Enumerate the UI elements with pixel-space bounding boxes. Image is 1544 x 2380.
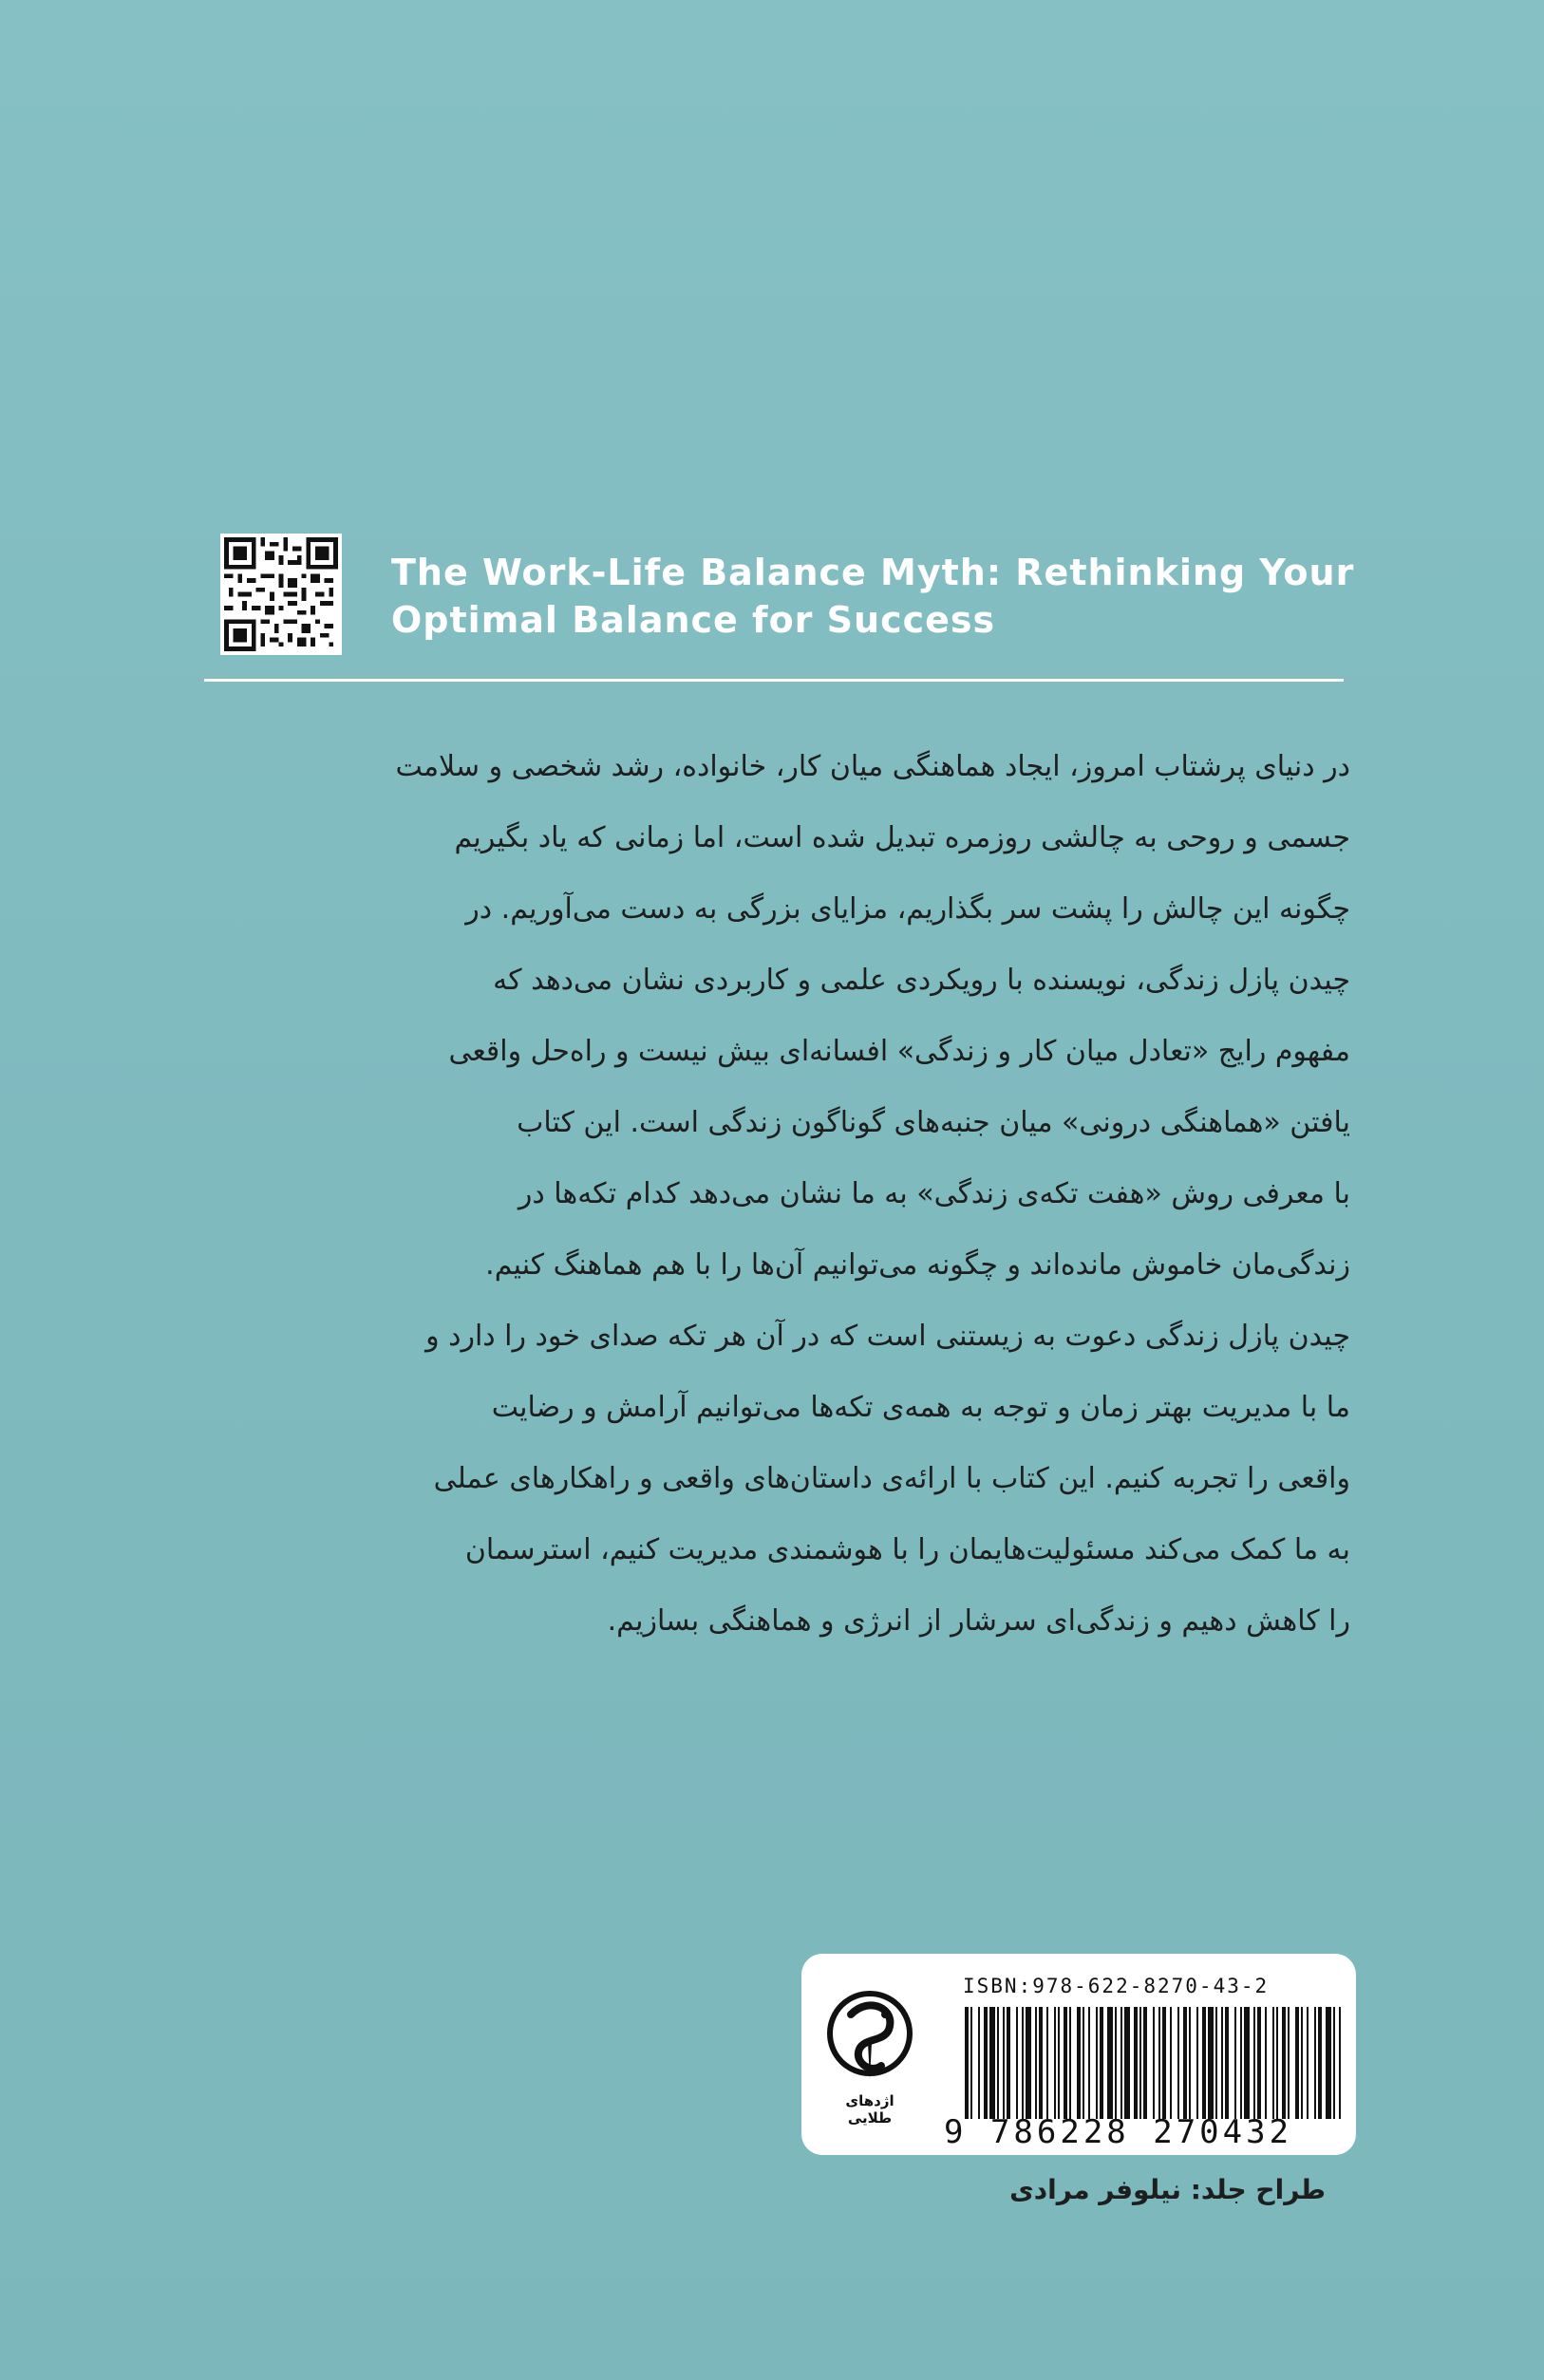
blurb-line: در دنیای پرشتاب امروز، ایجاد هماهنگی میان کار، خانواده، رشد شخصی و سلامت	[395, 750, 1350, 783]
isbn-label: ISBN:978-622-8270-43-2	[963, 1975, 1270, 1997]
blurb-line: زندگی‌مان خاموش مانده‌اند و چگونه می‌توانیم آن‌ها را با هم هماهنگ کنیم.	[485, 1248, 1350, 1282]
blurb-line: مفهوم رایج «تعادل میان کار و زندگی» افسانه‌ای بیش نیست و راه‌حل واقعی	[448, 1035, 1350, 1068]
barcode-digits: 9 786228 270432	[944, 2113, 1293, 2151]
publisher-name: اژدهای طلایی	[845, 2092, 894, 2127]
english-title	[391, 549, 1355, 644]
blurb-line: جسمی و روحی به چالشی روزمره تبدیل شده است، اما زمانی که یاد بگیریم	[454, 821, 1350, 854]
blurb-text	[201, 731, 1350, 1657]
qr-code	[220, 534, 342, 655]
dragon-pen-logo-icon	[822, 1986, 917, 2090]
blurb-line: ما با مدیریت بهتر زمان و توجه به همه‌ی تکه‌ها می‌توانیم آرامش و رضایت	[491, 1391, 1350, 1424]
blurb-line: با معرفی روش «هفت تکه‌ی زندگی» به ما نشان می‌دهد کدام تکه‌ها در	[518, 1177, 1350, 1210]
blurb-line: را کاهش دهیم و زندگی‌ای سرشار از انرژی و هماهنگی بسازیم.	[607, 1604, 1350, 1638]
barcode-card	[801, 1954, 1356, 2155]
blurb-line: واقعی را تجربه کنیم. این کتاب با ارائه‌ی داستان‌های واقعی و راهکارهای عملی	[433, 1462, 1350, 1495]
title-divider	[204, 679, 1344, 682]
cover-designer-credit: طراح جلد: نیلوفر مرادی	[1009, 2174, 1326, 2205]
blurb-line: به ما کمک می‌کند مسئولیت‌هایمان را با هوشمندی مدیریت کنیم، استرسمان	[464, 1533, 1350, 1566]
blurb-line: چیدن پازل زندگی دعوت به زیستنی است که در آن هر تکه صدای خود را دارد و	[425, 1320, 1350, 1353]
english-title-line-2: Optimal Balance for Success	[391, 599, 996, 641]
barcode-bars	[965, 2007, 1341, 2119]
blurb-line: چگونه این چالش را پشت سر بگذاریم، مزایای بزرگی به دست می‌آوریم. در	[465, 892, 1350, 926]
publisher-logo	[822, 1986, 917, 2128]
english-title-line-1: The Work-Life Balance Myth: Rethinking Your	[391, 552, 1355, 593]
blurb-line: چیدن پازل زندگی، نویسنده با رویکردی علمی و کاربردی نشان می‌دهد که	[493, 964, 1350, 997]
blurb-line: یافتن «هماهنگی درونی» میان جنبه‌های گوناگون زندگی است. این کتاب	[517, 1106, 1350, 1139]
